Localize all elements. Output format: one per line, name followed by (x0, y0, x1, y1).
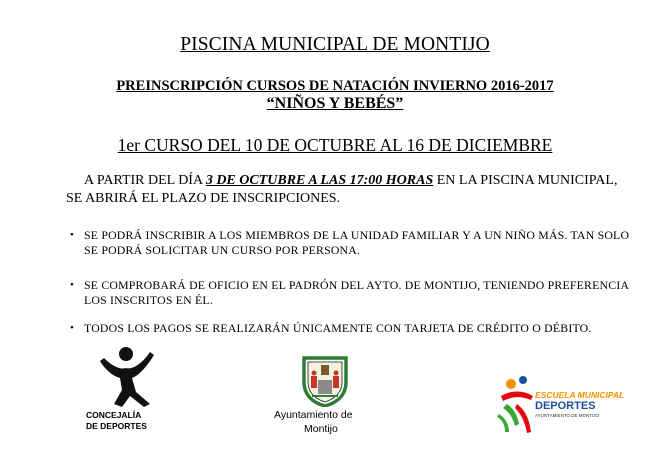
intro-before: A PARTIR DEL DÍA (84, 173, 206, 188)
list-item-text: SE PODRÁ INSCRIBIR A LOS MIEMBROS DE LA UNIDAD FAMILIAR Y A UN NIÑO MÁS. TAN SOLO SE PODRÁ SOLICITAR UN CURSO POR PERSONA. (84, 228, 630, 257)
ayuntamiento-label-1: Ayuntamiento de (274, 409, 353, 421)
list-item (70, 278, 635, 307)
concejalia-logo (88, 344, 158, 434)
bullet-icon: • (70, 322, 75, 334)
list-item (70, 321, 635, 336)
ayuntamiento-label-2: Montijo (304, 423, 338, 435)
ayuntamiento-logo (266, 352, 386, 442)
list-item-text: SE COMPROBARÁ DE OFICIO EN EL PADRÓN DEL AYTO. DE MONTIJO, TENIENDO PREFERENCIA LOS INSCRITOS EN ÉL. (84, 278, 629, 307)
intro-after: EN LA PISCINA MUNICIPAL, SE ABRIRÁ EL PLAZO DE INSCRIPCIONES. (66, 173, 618, 206)
escuela-label-1: ESCUELA MUNICIPAL (535, 390, 625, 400)
runner-figure-icon (96, 344, 166, 408)
course-dates: 1er CURSO DEL 10 DE OCTUBRE AL 16 DE DICIEMBRE (117, 135, 553, 155)
athlete-figure-icon (497, 374, 537, 436)
concejalia-label-2: DE DEPORTES (86, 421, 147, 431)
list-item-text: TODOS LOS PAGOS SE REALIZARÁN ÚNICAMENTE CON TARJETA DE CRÉDITO O DÉBITO. (84, 321, 592, 335)
group-title: “NIÑOS Y BEBÉS” (266, 95, 404, 112)
escuela-label-3: AYUNTAMIENTO DE MONTIJO (535, 413, 600, 418)
coat-of-arms-icon (300, 352, 350, 407)
page-title: PISCINA MUNICIPAL DE MONTIJO (180, 34, 490, 55)
bullet-icon: • (70, 279, 75, 291)
list-item (70, 228, 635, 257)
concejalia-label-1: CONCEJALÍA (86, 410, 142, 420)
escuela-deportes-logo (497, 374, 625, 436)
intro-highlight: 3 DE OCTUBRE A LAS 17:00 HORAS (205, 173, 434, 188)
bullet-icon: • (70, 229, 75, 241)
escuela-label-2: DEPORTES (535, 400, 596, 412)
intro-paragraph (66, 172, 626, 208)
subtitle: PREINSCRIPCIÓN CURSOS DE NATACIÓN INVIERNO 2016-2017 (116, 78, 554, 94)
